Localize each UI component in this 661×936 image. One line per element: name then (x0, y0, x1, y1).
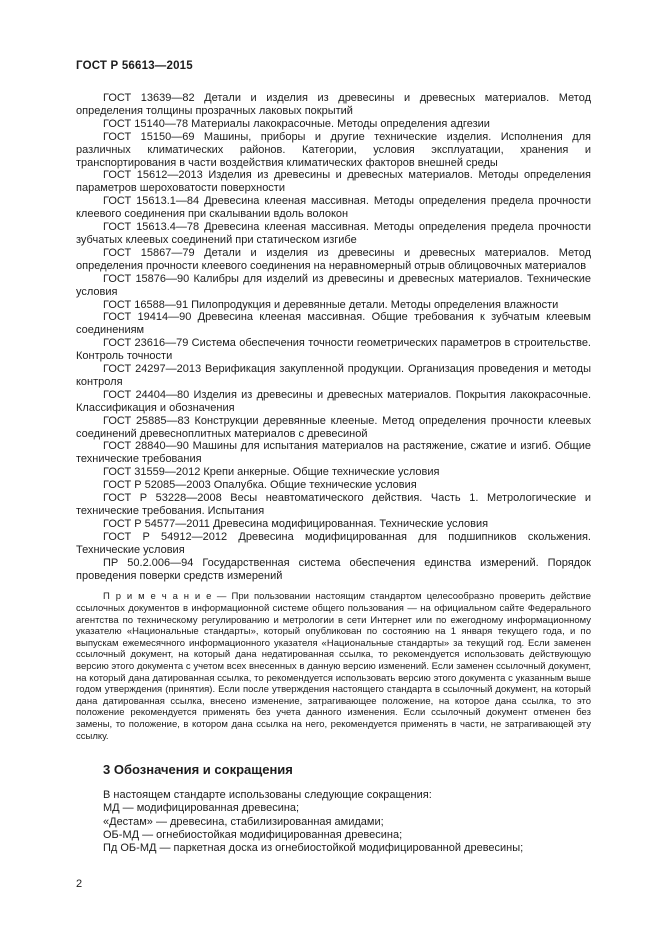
reference-item: ГОСТ 24297—2013 Верификация закупленной продукции. Организация проведения и методы контроля (76, 363, 591, 388)
reference-item: ГОСТ Р 54912—2012 Древесина модифицированная для подшипников скольжения. Технические условия (76, 530, 591, 556)
reference-item: ГОСТ Р 54577—2011 Древесина модифицированная. Технические условия (103, 517, 489, 530)
reference-item: ГОСТ 15150—69 Машины, приборы и другие технические изделия. Исполнения для различных климатических районов. Категории, условия эксплуатации, хранения и транспортирования в части воздействия климатических факторов внешней среды (76, 130, 591, 169)
abbreviations-block (76, 789, 591, 855)
abbreviation-item: Пд ОБ-МД — паркетная доска из огнебиостойкой модифицированной древесины; (103, 841, 524, 854)
reference-item: ПР 50.2.006—94 Государственная система обеспечения единства измерений. Порядок проведения поверки средств измерений (76, 556, 591, 582)
note-paragraph (76, 591, 591, 742)
abbreviation-item: «Дестам» — древесина, стабилизированная амидами; (103, 815, 384, 828)
reference-item: ГОСТ 15140—78 Материалы лакокрасочные. Методы определения адгезии (103, 117, 490, 130)
abbreviation-item: ОБ-МД — огнебиостойкая модифицированная древесина; (103, 828, 403, 841)
abbreviation-item: МД — модифицированная древесина; (103, 802, 300, 815)
reference-item: ГОСТ 23616—79 Система обеспечения точности геометрических параметров в строительстве. Контроль точности (76, 337, 591, 363)
reference-item: ГОСТ 28840—90 Машины для испытания материалов на растяжение, сжатие и изгиб. Общие технические требования (76, 440, 591, 466)
reference-item: ГОСТ 15613.4—78 Древесина клееная массивная. Методы определения предела прочности зубчатых клеевых соединений при статическом изгибе (76, 221, 591, 246)
reference-item: ГОСТ 16588—91 Пилопродукция и деревянные детали. Методы определения влажности (103, 298, 559, 311)
reference-item: ГОСТ 31559—2012 Крепи анкерные. Общие технические условия (103, 466, 440, 479)
references-list (76, 92, 591, 582)
note-label: П р и м е ч а н и е (103, 591, 212, 603)
abbreviations-intro: В настоящем стандарте использованы следующие сокращения: (103, 789, 432, 802)
note-text: — При пользовании настоящим стандартом целесообразно проверить действие ссылочных документов в информационной системе общего пользования — на официальном сайте Федерального агентства по техническому регулированию и метрологии в сети Интернет или по ежегодному информационному указателю «Национальные стандарты», который опубликован по состоянию на 1 января текущего года, и по выпускам ежемесячного информационного указателя «Национальные стандарты» за текущий год. Если заменен ссылочный документ, на который дана недатированная ссылка, то рекомендуется использовать действующую версию этого документа с учетом всех внесенных в данную версию изменений. Если заменен ссылочный документ, на который дана датированная ссылка, то рекомендуется использовать версию этого документа с указанным выше годом утверждения (принятия). Если после утверждения настоящего стандарта в ссылочный документ, на который дана датированная ссылка, внесено изменение, затрагивающее положение, на которое дана ссылка, то это положение рекомендуется применять без учета данного изменения. Если ссылочный документ отменен без замены, то положение, в котором дана ссылка на него, рекомендуется применять в части, не затрагивающей эту ссылку. (76, 591, 591, 742)
reference-item: ГОСТ 15876—90 Калибры для изделий из древесины и древесных материалов. Технические условия (76, 272, 591, 298)
doc-header-title: ГОСТ Р 56613—2015 (76, 60, 193, 72)
section-heading: 3 Обозначения и сокращения (103, 762, 293, 778)
reference-item: ГОСТ 15613.1—84 Древесина клееная массивная. Методы определения предела прочности клеевого соединения при скалывании вдоль волокон (76, 195, 591, 221)
reference-item: ГОСТ 24404—80 Изделия из древесины и древесных материалов. Покрытия лакокрасочные. Классификация и обозначения (76, 388, 591, 414)
reference-item: ГОСТ 19414—90 Древесина клееная массивная. Общие требования к зубчатым клеевым соединениям (76, 311, 591, 337)
reference-item: ГОСТ 25885—83 Конструкции деревянные клееные. Метод определения прочности клеевых соединений древесноплитных материалов с древесиной (76, 414, 591, 440)
reference-item: ГОСТ Р 52085—2003 Опалубка. Общие технические условия (103, 479, 417, 492)
reference-item: ГОСТ Р 53228—2008 Весы неавтоматического действия. Часть 1. Метрологические и технические требования. Испытания (76, 492, 591, 517)
page-number: 2 (76, 878, 83, 890)
reference-item: ГОСТ 15867—79 Детали и изделия из древесины и древесных материалов. Метод определения прочности клеевого соединения на неравномерный отрыв облицовочных материалов (76, 246, 591, 272)
reference-item: ГОСТ 15612—2013 Изделия из древесины и древесных материалов. Методы определения параметров шероховатости поверхности (76, 169, 591, 195)
reference-item: ГОСТ 13639—82 Детали и изделия из древесины и древесных материалов. Метод определения толщины прозрачных лаковых покрытий (76, 92, 591, 117)
